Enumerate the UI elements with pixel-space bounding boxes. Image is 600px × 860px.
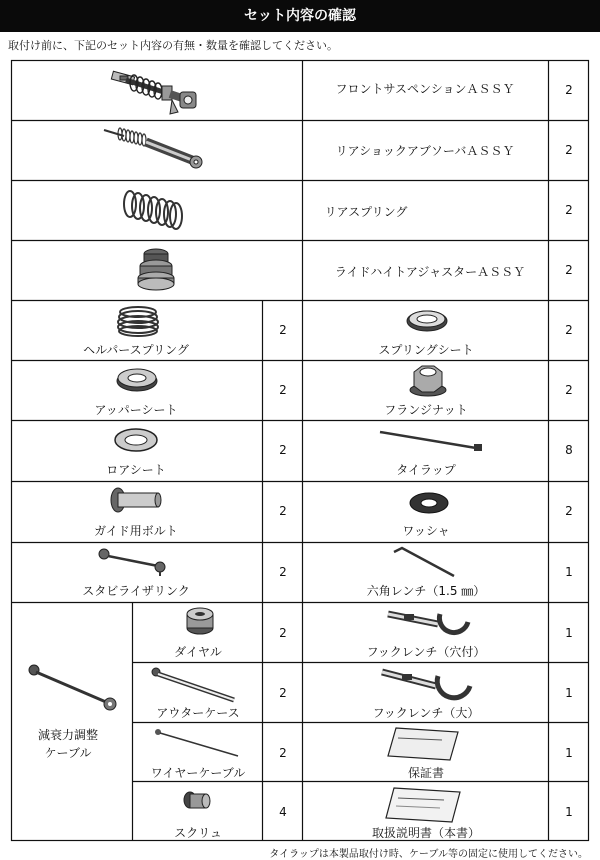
item-name: フランジナット [384,403,468,417]
item-name: 保証書 [407,766,445,780]
rear-shock-absorber-icon [100,122,212,178]
item-qty: 2 [279,383,287,397]
item-qty: 1 [565,686,573,700]
upper-seat-icon [114,364,160,394]
item-qty: 1 [565,565,573,579]
rear-spring-icon [118,184,190,232]
washer-icon [408,490,450,516]
tie-wrap-icon [376,424,486,454]
ride-height-adjuster-icon [130,244,182,296]
screw-icon [180,788,216,820]
group-label-line2: ケーブル [44,746,92,760]
item-name: フックレンチ（穴付） [366,645,486,659]
item-qty: 2 [279,323,287,337]
front-suspension-icon [100,62,210,118]
item-name: ヘルパースプリング [83,343,189,357]
item-name: フックレンチ（大） [372,706,480,720]
item-qty: 2 [565,323,573,337]
item-qty: 2 [565,143,573,157]
page-title: セット内容の確認 [244,8,356,24]
lower-seat-icon [112,426,160,454]
item-name: ワッシャ [402,524,450,538]
item-qty: 2 [279,626,287,640]
item-name: スタビライザリンク [82,584,190,598]
item-name: ライドハイトアジャスターＡＳＳＹ [334,265,526,279]
item-qty: 2 [565,83,573,97]
item-name: スクリュ [174,826,222,840]
item-qty: 2 [279,565,287,579]
item-name: スプリングシート [378,343,474,357]
flange-nut-icon [408,362,448,398]
dial-icon [184,606,216,636]
item-name: ワイヤーケーブル [150,766,246,780]
item-name: フロントサスペンションＡＳＳＹ [335,82,515,96]
item-name: 六角レンチ（1.5 ㎜） [366,584,486,598]
item-qty: 2 [565,504,573,518]
item-name: アッパーシート [94,403,178,417]
hex-wrench-icon [388,544,468,580]
item-name: リアショックアブソーバＡＳＳＹ [335,144,515,158]
item-name: リアスプリング [324,205,408,219]
item-name: ガイド用ボルト [94,524,178,538]
item-qty: 2 [565,203,573,217]
damping-cable-icon [26,662,124,718]
hook-wrench-holed-icon [384,604,474,644]
helper-spring-icon [114,304,162,340]
item-name: ロアシート [106,463,166,477]
manual-icon [382,786,466,824]
stabilizer-link-icon [96,546,172,576]
wire-cable-icon [152,726,242,762]
item-name: アウターケース [156,706,240,720]
guide-bolt-icon [108,484,164,520]
footer-note: タイラップは本製品取付け時、ケーブル等の固定に使用してください。 [269,849,588,860]
item-qty: 2 [279,686,287,700]
intro-text: 取付け前に、下記のセット内容の有無・数量を確認してください。 [8,39,338,52]
item-name: ダイヤル [174,645,222,659]
item-qty: 2 [279,443,287,457]
item-qty: 2 [565,263,573,277]
item-name: 取扱説明書（本書） [371,826,481,840]
item-qty: 2 [565,383,573,397]
item-name: タイラップ [396,463,456,477]
item-qty: 1 [565,626,573,640]
hook-wrench-large-icon [378,664,478,704]
item-qty: 1 [565,746,573,760]
item-qty: 2 [279,504,287,518]
warranty-card-icon [382,726,464,762]
item-qty: 4 [279,805,287,819]
outer-case-icon [150,666,240,706]
group-label-line1: 減衰力調整 [37,728,99,742]
item-qty: 2 [279,746,287,760]
spring-seat-icon [404,306,450,334]
item-qty: 8 [565,443,573,457]
item-qty: 1 [565,805,573,819]
